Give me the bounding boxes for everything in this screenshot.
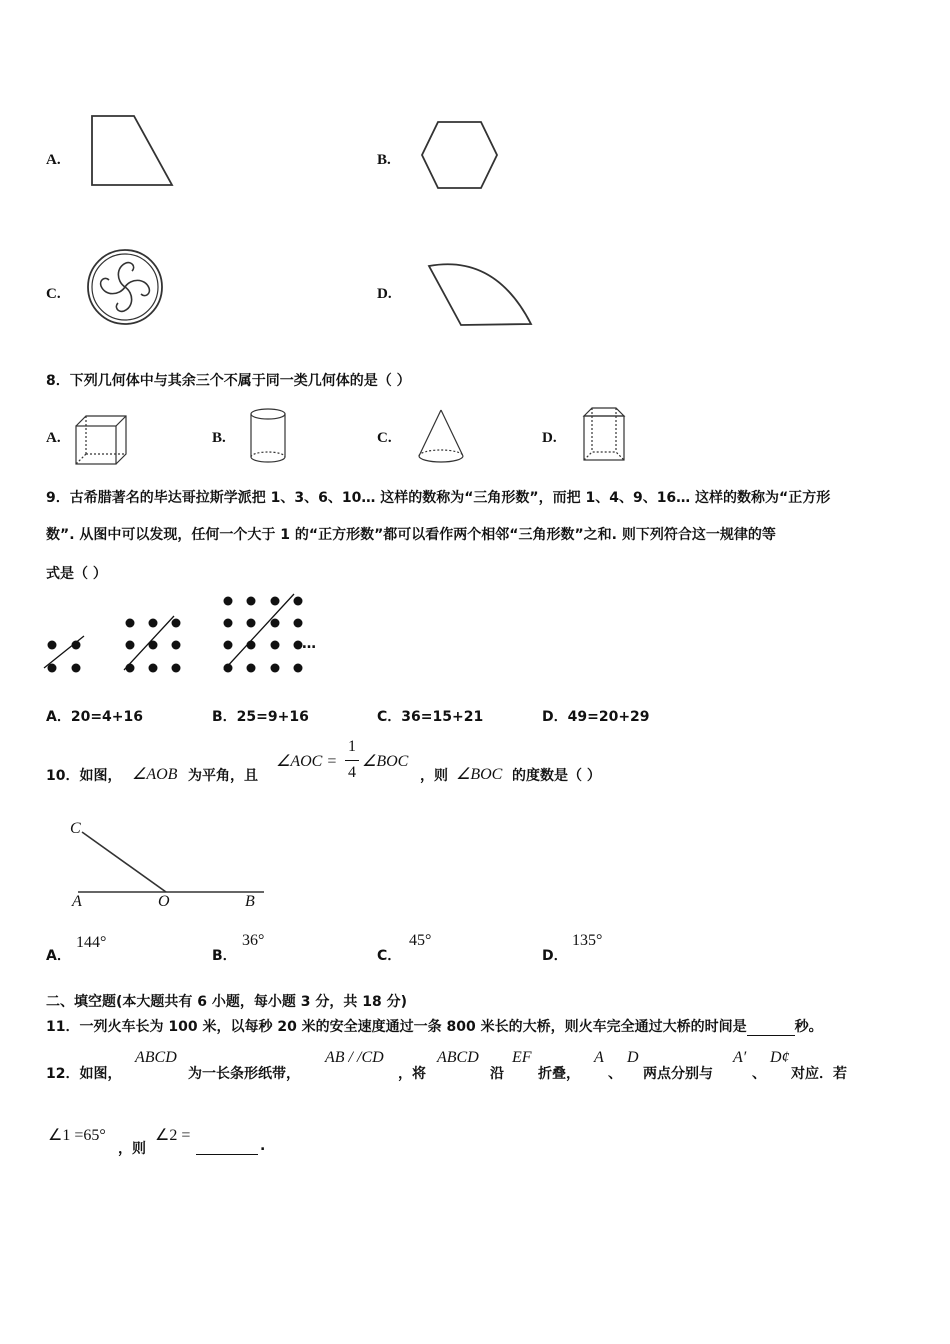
prism-shape xyxy=(580,404,630,466)
q10-angle-aoc: ∠AOC = xyxy=(276,753,338,770)
q9-option-b: B．25=9+16 xyxy=(212,709,309,725)
square-number-dots-figure xyxy=(40,590,340,680)
q10-option-d-value: 135° xyxy=(572,932,603,949)
q10-mid: 为平角，且 xyxy=(188,768,258,784)
q10-angle-aob: ∠AOB xyxy=(132,766,178,783)
q10-frac-den: 4 xyxy=(348,764,356,781)
q8-option-a-label: A. xyxy=(46,430,61,446)
q12-t6: 对应．若 xyxy=(791,1066,847,1082)
q12-d-prime: D¢ xyxy=(770,1049,790,1066)
q11-line: 11．一列火车长为 100 米，以每秒 20 米的安全速度通过一条 800 米长的大桥，则火车完全通过大桥的时间是 秒。 xyxy=(46,1019,823,1035)
q10-angle-boc-2: ∠BOC xyxy=(456,766,503,783)
q7-option-c-label: C. xyxy=(46,286,61,302)
q10-option-a-label: A． xyxy=(46,948,71,964)
q12-t5: 两点分别与 xyxy=(643,1066,713,1082)
q9-stem-line2: 数”. 从图中可以发现，任何一个大于 1 的“正方形数”都可以看作两个相邻“三角形数”之和. 则下列符合这一规律的等 xyxy=(46,527,776,543)
q12-prefix: 12．如图， xyxy=(46,1066,122,1082)
q12-a-prime: A′ xyxy=(733,1049,747,1066)
q7-option-a-label: A. xyxy=(46,152,61,168)
q10-option-c-label: C． xyxy=(377,948,402,964)
q10-option-b-value: 36° xyxy=(242,932,265,949)
q10-option-c-value: 45° xyxy=(409,932,432,949)
q10-option-b-label: B． xyxy=(212,948,237,964)
figure-label-a: A xyxy=(72,893,82,910)
q9-stem-line3: 式是（ ） xyxy=(46,566,107,582)
cylinder-shape xyxy=(248,406,292,466)
q10-frac-num: 1 xyxy=(348,738,356,755)
q9-stem-line1: 9．古希腊著名的毕达哥拉斯学派把 1、3、6、10… 这样的数称为“三角形数”，而把 1、4、9、16… 这样的数称为“正方形 xyxy=(46,490,831,506)
q12-angle1: ∠1 =65° xyxy=(48,1127,106,1144)
q12-t3: 沿 xyxy=(490,1066,504,1082)
answer-blank-q11[interactable] xyxy=(747,1019,795,1036)
section-heading: 二、填空题(本大题共有 6 小题，每小题 3 分，共 18 分) xyxy=(46,994,408,1010)
q10-option-a-value: 144° xyxy=(76,934,107,951)
q10-option-d-label: D． xyxy=(542,948,568,964)
q12-t2: ，将 xyxy=(398,1066,426,1082)
q10-prefix: 10．如图， xyxy=(46,768,122,784)
hexagon-shape xyxy=(415,118,505,193)
q7-option-b-label: B. xyxy=(377,152,391,168)
q9-option-c: C．36=15+21 xyxy=(377,709,484,725)
q12-d: D xyxy=(627,1049,639,1066)
swirl-circle-shape xyxy=(86,247,166,329)
cube-shape xyxy=(72,412,130,468)
q12-parallel: AB / /CD xyxy=(325,1049,384,1066)
q7-option-d-label: D. xyxy=(377,286,392,302)
q9-option-a: A．20=4+16 xyxy=(46,709,144,725)
dots-ellipsis: … xyxy=(302,636,316,652)
answer-blank-q12[interactable] xyxy=(196,1140,258,1155)
figure-label-o: O xyxy=(158,893,170,910)
q12-ef: EF xyxy=(512,1049,532,1066)
q10-suffix2: 的度数是（ ） xyxy=(512,768,601,784)
figure-label-c: C xyxy=(70,820,81,837)
q10-angle-boc: ∠BOC xyxy=(362,753,409,770)
q8-stem: 8．下列几何体中与其余三个不属于同一类几何体的是（ ） xyxy=(46,373,411,389)
q12-abcd-2: ABCD xyxy=(437,1049,479,1066)
cone-shape xyxy=(416,406,468,466)
q12-angle2: ∠2 = xyxy=(155,1127,191,1144)
trapezoid-shape xyxy=(86,110,186,190)
q12-t7: ，则 xyxy=(118,1141,146,1157)
sector-shape xyxy=(425,252,540,332)
fraction-bar xyxy=(345,760,359,761)
figure-label-b: B xyxy=(245,893,255,910)
q8-option-d-label: D. xyxy=(542,430,557,446)
q12-end: . xyxy=(260,1138,266,1154)
q8-option-c-label: C. xyxy=(377,430,392,446)
q12-t1: 为一长条形纸带， xyxy=(188,1066,300,1082)
q8-option-b-label: B. xyxy=(212,430,226,446)
q10-suffix1: ，则 xyxy=(420,768,448,784)
q12-a: A xyxy=(594,1049,604,1066)
q9-option-d: D．49=20+29 xyxy=(542,709,650,725)
q12-abcd-1: ABCD xyxy=(135,1049,177,1066)
q12-sep: 、 xyxy=(608,1066,622,1082)
q12-t4: 折叠， xyxy=(538,1066,580,1082)
q12-sep2: 、 xyxy=(752,1066,766,1082)
